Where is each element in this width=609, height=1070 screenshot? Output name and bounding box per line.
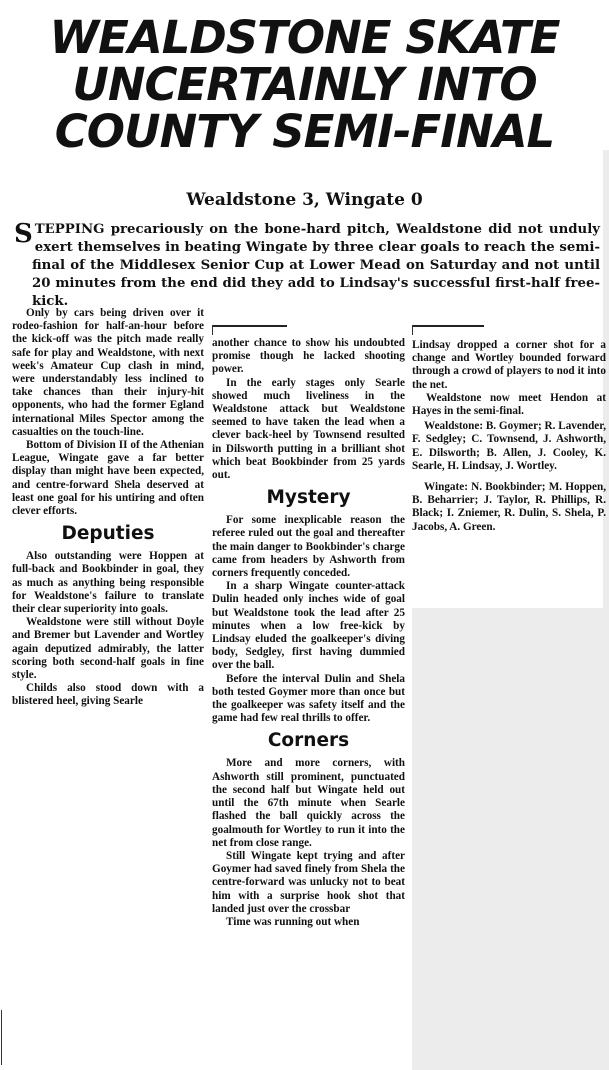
- col2-paragraph-6: More and more corners, with Ashworth still prominent, punctuated the second half but Wingate held out until the 67th minute when Searle flashed the ball quickly across the goalmouth for Wortley to run it into the net from close range.: [212, 757, 405, 849]
- col1-paragraph-5: Childs also stood down with a blistered heel, giving Searle: [12, 682, 204, 708]
- col2-paragraph-3: For some inexplicable reason the referee ruled out the goal and thereafter the main danger to Bookbinder's charge came from headers by Ashworth from corners frequently conceded.: [212, 514, 405, 580]
- col1-paragraph-4: Wealdstone were still without Doyle and Bremer but Lavender and Wortley again deputized admirably, the latter scoring both second-half goals in fine style.: [12, 616, 204, 682]
- intro-text: TEPPING precariously on the bone-hard pitch, Wealdstone did not unduly exert themselves in beating Wingate by three clear goals to reach the semi-final of the Middlesex Senior Cup at Lower Mead on Saturday and not until 20 minutes from the end did they add to Lindsay's successful first-half free-kick.: [32, 222, 600, 309]
- headline-line-1: WEALDSTONE SKATE: [49, 11, 560, 64]
- col2-paragraph-7: Still Wingate kept trying and after Goymer had saved finely from Shela the centre-forward was unlucky not to beat him with a surprise hook shot that landed just over the crossbar: [212, 849, 405, 915]
- scan-margin-right-lower: [412, 608, 609, 1070]
- left-edge-rule: [1, 1010, 2, 1065]
- headline: [0, 11, 609, 158]
- column-2-rule-tick: [212, 325, 213, 335]
- col2-paragraph-2: In the early stages only Searle showed much liveliness in the Wealdstone attack but Wealdstone seemed to have taken the lead when a clever back-heel by Townsend resulted in Dilsworth putting in a brilliant shot which beat Bookbinder from 25 yards out.: [212, 376, 405, 482]
- col1-paragraph-1: Only by cars being driven over it rodeo-fashion for half-an-hour before the kick-off was the pitch made really safe for play and Wealdstone, with next week's Amateur Cup clash in mind, were understandably less inclined to take chances than their injury-hit opponents, who had the former Egland international Miles Spector among the casualties on the touch-line.: [12, 307, 204, 438]
- crosshead-mystery: Mystery: [266, 487, 351, 509]
- column-3: [412, 339, 606, 534]
- col2-paragraph-8: Time was running out when: [226, 915, 360, 928]
- col2-paragraph-5: Before the interval Dulin and Shela both tested Goymer more than once but the goalkeeper was safety itself and the game had few real thrills to offer.: [212, 672, 405, 725]
- col3-paragraph-2: Wealdstone now meet Hendon at Hayes in the semi-final.: [412, 391, 606, 418]
- wealdstone-players: B. Goymer; R. Lavender, F. Sedgley; C. Townsend, J. Ashworth, E. Dilsworth; B. Allen, J. Cooley, K. Searle, H. Lindsay, J. Wortley.: [412, 420, 606, 472]
- wealdstone-lineup: [412, 420, 606, 473]
- column-2-top-rule: [212, 325, 287, 327]
- col2-paragraph-4: In a sharp Wingate counter-attack Dulin headed only inches wide of goal but Wealdstone took the lead after 25 minutes when a low free-kick by Lindsay eluded the goalkeeper's diving body, Sedgley, first having dummied over the ball.: [212, 580, 405, 672]
- wingate-players: N. Bookbinder; M. Hoppen, B. Beharrier; J. Taylor, R. Phillips, R. Black; I. Zniemer, R. Dulin, S. Shela, P. Jacobs, A. Green.: [412, 481, 606, 533]
- score-subhead: Wealdstone 3, Wingate 0: [186, 190, 423, 210]
- col2-paragraph-1: another chance to show his undoubted promise though he lacked shooting power.: [212, 337, 405, 376]
- column-1: [12, 307, 204, 709]
- wingate-lineup: [412, 481, 606, 534]
- col3-paragraph-1: Lindsay dropped a corner shot for a change and Wortley bounded forward through a crowd of players to nod it into the net.: [412, 339, 606, 391]
- crosshead-deputies: Deputies: [61, 523, 155, 545]
- drop-cap: S: [14, 219, 33, 249]
- wingate-label: Wingate:: [424, 481, 468, 494]
- column-3-rule-tick: [412, 325, 413, 335]
- intro-paragraph: [14, 219, 600, 311]
- column-2: [212, 337, 405, 929]
- column-3-top-rule: [412, 325, 484, 327]
- headline-line-3: COUNTY SEMI-FINAL: [54, 105, 555, 158]
- col1-paragraph-3: Also outstanding were Hoppen at full-back and Bookbinder in goal, they as much as anything being responsible for Wealdstone's failure to translate their clear superiority into goals.: [12, 550, 204, 616]
- headline-line-2: UNCERTAINLY INTO: [72, 58, 537, 111]
- crosshead-corners: Corners: [267, 730, 350, 752]
- wealdstone-label: Wealdstone:: [424, 420, 484, 433]
- col1-paragraph-2: Bottom of Division II of the Athenian League, Wingate gave a far better display than might have been expected, and centre-forward Shela deserved at least one goal for his untiring and often clever efforts.: [12, 439, 204, 518]
